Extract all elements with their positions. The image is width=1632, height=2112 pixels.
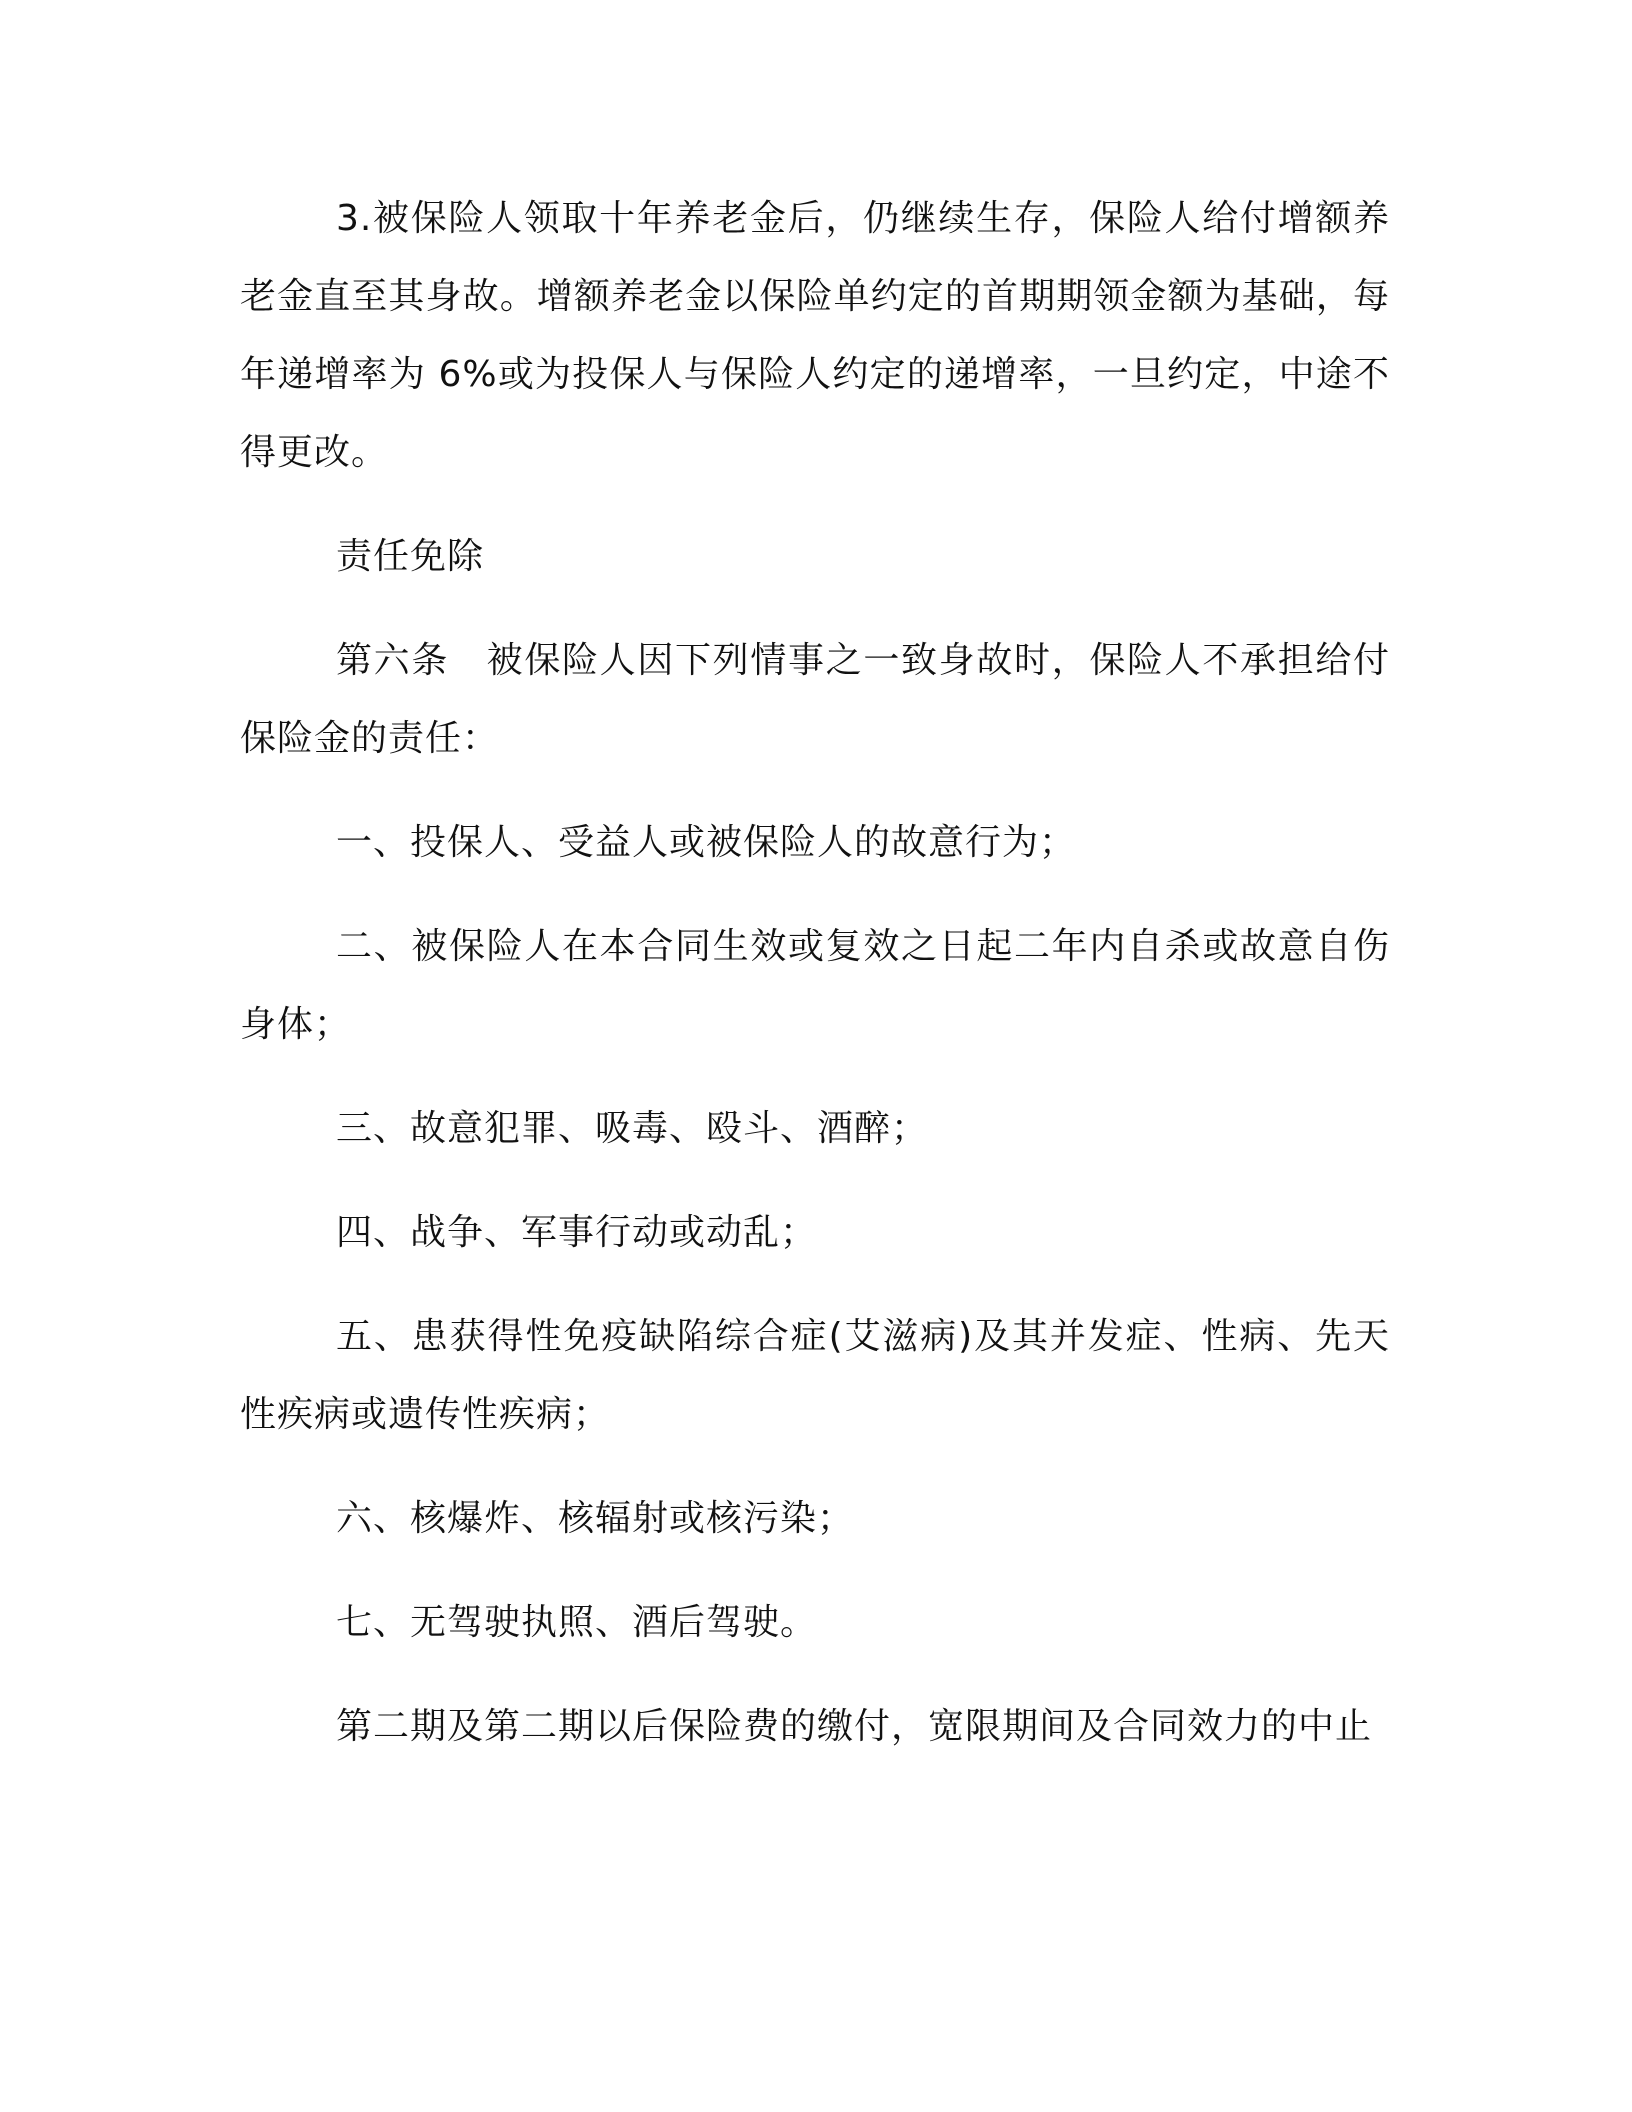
exclusion-item-3: 三、故意犯罪、吸毒、殴斗、酒醉； bbox=[336, 1108, 929, 1149]
paragraph-increment-pension: 3.被保险人领取十年养老金后，仍继续生存，保险人给付增额养老金直至其身故。增额养老金以保险单约定的首期期领金额为基础，每年递增率为 6%或为投保人与保险人约定的递增率，一旦约定，中途不得更改。 bbox=[240, 198, 1390, 473]
exclusion-item-6: 六、核爆炸、核辐射或核污染； bbox=[336, 1498, 855, 1539]
section-heading-exclusions: 责任免除 bbox=[336, 536, 485, 577]
exclusion-item-2: 二、被保险人在本合同生效或复效之日起二年内自杀或故意自伤身体； bbox=[240, 926, 1390, 1045]
paragraph-article-six: 第六条 被保险人因下列情事之一致身故时，保险人不承担给付保险金的责任： bbox=[240, 640, 1390, 759]
exclusion-item-1: 一、投保人、受益人或被保险人的故意行为； bbox=[336, 822, 1077, 863]
exclusion-item-4: 四、战争、军事行动或动乱； bbox=[336, 1212, 818, 1253]
document-body bbox=[240, 180, 1390, 1766]
section-heading-premium-payment: 第二期及第二期以后保险费的缴付，宽限期间及合同效力的中止 bbox=[336, 1706, 1373, 1747]
exclusion-item-5: 五、患获得性免疫缺陷综合症(艾滋病)及其并发症、性病、先天性疾病或遗传性疾病； bbox=[240, 1316, 1390, 1435]
exclusion-item-7: 七、无驾驶执照、酒后驾驶。 bbox=[336, 1602, 818, 1643]
